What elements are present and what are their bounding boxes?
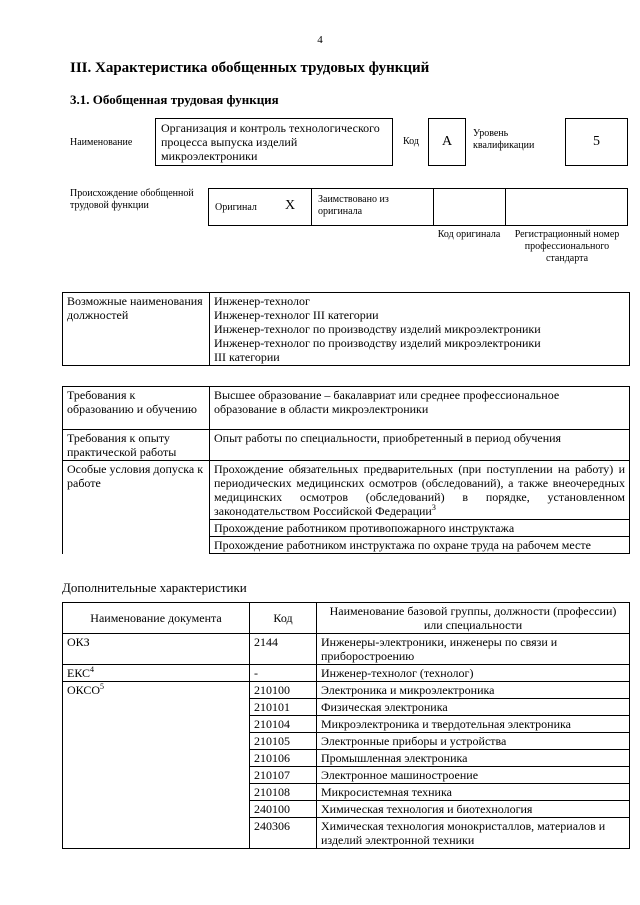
level-value-box [565,118,628,166]
page-number: 4 [317,34,323,46]
okz-doc: ОКЗ [63,634,250,665]
name-label: Наименование [70,137,133,148]
okso-name: Химическая технология монокристаллов, материалов и изделий электронной техники [317,818,630,849]
additional-title: Дополнительные характеристики [62,580,247,595]
okso-doc: ОКСО$^5$ [63,682,250,849]
okso-name: Электронное машиностроение [317,767,630,784]
section-title: III. Характеристика обобщенных трудовых функций [70,60,430,76]
position-item: III категории [214,350,280,364]
special-value-1: Прохождение обязательных предварительных (при поступлении на работу) и периодических медицинских осмотров (обследований), а также внеочередных медицинских осмотров (обследований) в порядке, установленном законодательством Российской Федерации$^3$ [210,461,630,520]
origin-label: Происхождение обобщенной трудовой функции [70,188,194,211]
origin-divider-1 [311,188,312,226]
positions-table [62,292,630,366]
footnote-4: 4 [90,665,95,674]
origin-divider-3 [505,188,506,226]
level-label: Уровень квалификации [473,128,535,151]
reg-number-label: Регистрационный номер профессионального стандарта [514,229,620,264]
education-value: Высшее образование – бакалавриат или среднее профессиональное образование в области микроэлектроники [210,387,630,430]
okso-name: Электроника и микроэлектроника [317,682,630,699]
okso-code: 210105 [250,733,317,750]
position-item: Инженер-технолог III категории [214,308,379,322]
education-label: Требования к образованию и обучению [63,387,210,430]
name-value-box [155,118,393,166]
special-label: Особые условия допуска к работе [63,461,210,554]
okso-name: Микроэлектроника и твердотельная электроника [317,716,630,733]
code-value: A [441,134,453,149]
position-item: Инженер-технолог [214,294,310,308]
original-label: Оригинал [215,202,257,213]
okso-code: 210104 [250,716,317,733]
eks-name: Инженер-технолог (технолог) [317,665,630,682]
okso-name: Химическая технология и биотехнология [317,801,630,818]
table-row [63,634,630,665]
footnote-3: 3 [431,503,436,512]
name-value: Организация и контроль технологического процесса выпуска изделий микроэлектроники [161,121,380,163]
requirements-table [62,386,630,554]
table-row [63,665,630,682]
level-value: 5 [593,134,600,149]
eks-doc: ЕКС$^4$ [63,665,250,682]
okso-code: 210108 [250,784,317,801]
okso-name: Физическая электроника [317,699,630,716]
code-label: Код [403,136,419,147]
original-mark: X [285,198,296,213]
col-doc-header: Наименование документа [63,603,250,634]
code-original-label: Код оригинала [437,229,501,240]
code-value-box [428,118,466,166]
okso-code: 240306 [250,818,317,849]
borrowed-label: Заимствовано из оригинала [318,194,389,217]
col-code-header: Код [250,603,317,634]
okso-name: Промышленная электроника [317,750,630,767]
position-item: Инженер-технолог по производству изделий микроэлектроники [214,322,541,336]
okso-name: Микросистемная техника [317,784,630,801]
okz-name: Инженеры-электроники, инженеры по связи и приборостроению [317,634,630,665]
okz-code: 2144 [250,634,317,665]
okso-name: Электронные приборы и устройства [317,733,630,750]
okso-code: 210100 [250,682,317,699]
additional-table [62,602,630,849]
positions-list [210,293,630,366]
okso-code: 210101 [250,699,317,716]
position-item: Инженер-технолог по производству изделий микроэлектроники [214,336,541,350]
positions-label: Возможные наименования должностей [63,293,210,366]
eks-code: - [250,665,317,682]
okso-code: 210107 [250,767,317,784]
special-value-2: Прохождение работником противопожарного инструктажа [210,520,630,537]
col-name-header: Наименование базовой группы, должности (профессии) или специальности [317,603,630,634]
table-row [63,682,630,699]
experience-label: Требования к опыту практической работы [63,430,210,461]
experience-value: Опыт работы по специальности, приобретенный в период обучения [210,430,630,461]
footnote-5: 5 [100,682,105,691]
special-value-3: Прохождение работником инструктажа по охране труда на рабочем месте [210,537,630,554]
okso-code: 240100 [250,801,317,818]
origin-divider-2 [433,188,434,226]
subsection-title: 3.1. Обобщенная трудовая функция [70,92,279,107]
okso-code: 210106 [250,750,317,767]
